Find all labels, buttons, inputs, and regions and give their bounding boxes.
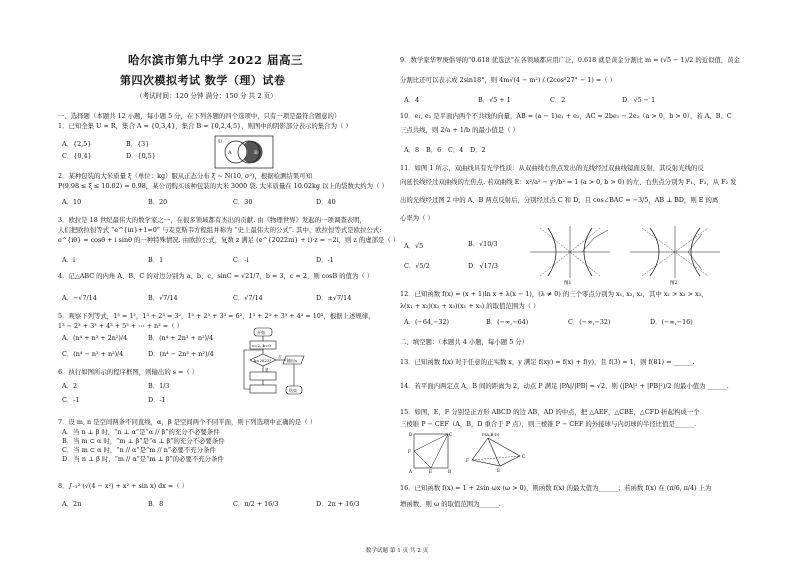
flow-start: 开始: [257, 330, 266, 335]
pyr-label-p: P(A,B,D): [482, 432, 500, 437]
q10-option-c: C．4: [448, 146, 464, 154]
q6-option-b: B．1/3: [148, 382, 170, 390]
q7-option-d: D．当 n ⊥ β 时，“m // α”是“m ⊥ β”的必要不充分条件: [62, 455, 224, 463]
q12-line2: λ(x₁ + x₂)(x₂ + x₃)(x₁ + x₃) 的取值范围为（ ）: [400, 302, 540, 310]
q13-stem: 13．已知函数 f(x) 对于任意的正实数 x，y 满足 f(xy) = f(x) + f(y)，且 f(3) = 1，则 f(81) = ______.: [400, 358, 695, 366]
fig1-label: 图1: [564, 281, 572, 286]
q3-line3: e^{iθ} = cosθ + i sinθ 的一种特殊情况. 由欧拉公式，复数 z 满足 (e^{2022πi} + i)·z = −2i，则 z 的虚部是（ ）: [58, 236, 400, 244]
sq-label-d: D: [409, 432, 413, 437]
hyperbola-figure-1: [530, 226, 610, 286]
q1-option-b: B．{3}: [126, 140, 150, 148]
venn-u-label: U: [218, 139, 223, 145]
q7-option-b: B．当 m ⊂ α 时，“m ⊥ β”是“α ⊥ β”的充分不必要条件: [62, 437, 225, 445]
q3-option-d: D．-1: [316, 256, 334, 264]
q3-line2: 人们把欧拉恒等式 “e^{iπ}+1=0” 与麦克斯韦方程组并称为 “史上最伟大的公式”. 其中，欧拉恒等式是欧拉公式:: [58, 226, 382, 234]
pyr-label-f: F: [466, 458, 469, 463]
q9-line2: 分割比还可以表示成 2sin18°，则 4m√(4 − m²) / (2cos²27° − 1) =（ ）: [400, 76, 617, 84]
q11-option-d: D．√17/3: [468, 262, 498, 270]
folding-figure: [408, 430, 568, 474]
exam-title-subject: 第四次模拟考试 数学（理）试卷: [120, 74, 286, 87]
pyr-label-c: C: [522, 454, 526, 459]
square-figure: [408, 432, 452, 474]
q12-line1: 12．已知函数 f(x) = (x + 1)ln x + λ(x − 1)，(λ ≠ 0) 的三个零点分别为 x₁, x₂, x₃，其中 x₁ > x₂ > x₃，: [400, 290, 708, 298]
q9-option-d: D．√5 − 1: [622, 96, 656, 104]
q11-line3: 出的光线经过图 2 中的 A、B 两点反射后，分别经过点 C 和 D，且 cos∠BAC = −3/5，AB ⊥ BD，则 E 的离: [400, 196, 719, 204]
pyramid-figure: [466, 432, 525, 473]
q12-option-c: C．(−∞,−32): [568, 318, 611, 326]
q15-line2: 三棱锥 P − CEF（A，B，D 重合于 P 点），则三棱锥 P − CEF 的外接球与内切球的半径比值是______.: [400, 420, 697, 428]
q1-option-a: A．{2,5}: [62, 140, 92, 148]
q16-line1: 16．已知函数 f(x) = 1 + 2sin ωx (ω > 0)，则函数 f(x) 的最大值为______；若函数 f(x) 在 (π/6, π/4) 上为: [400, 484, 712, 492]
sq-label-a: A: [409, 469, 413, 474]
program-flowchart: [240, 326, 310, 398]
hyperbola-figures: [530, 226, 730, 284]
q4-option-b: B．√7/14: [148, 294, 178, 302]
q2-option-d: D．40: [316, 198, 336, 206]
venn-b-label: B: [254, 150, 258, 156]
q6-option-a: A．2: [62, 382, 78, 390]
fig2-label: 图2: [670, 281, 678, 286]
q10-option-d: D．2: [470, 146, 486, 154]
q1-stem: 1．已知全集 U = R，集合 A = {0,3,4}，集合 B = {0,2,4,5}，则图中的阴影部分表示的集合为（ ）: [58, 122, 352, 130]
q4-stem: 4．记△ABC 的内角 A、B、C 的对边分别为 a、b、c，sinC = √21/7，b = 3，c = 2，则 cosB 的值为（ ）: [58, 272, 374, 280]
q3-option-b: B．1: [148, 256, 164, 264]
section-fill-heading: 二、填空题：（本题共 4 小题，每小题 5 分）: [400, 338, 529, 346]
pyr-label-e: E: [497, 468, 501, 473]
q10-option-a: A．8: [404, 146, 420, 154]
q6-option-c: C．-1: [62, 396, 80, 404]
q15-line1: 15．如图，E，F 分别是正方形 ABCD 的边 AB，AD 的中点，把 △AEF，△CBE，△CFD 折起构成一个: [400, 408, 700, 416]
q16-line2: 增函数，则 ω 的取值范围为______.: [400, 500, 501, 508]
flow-end: 结束: [289, 388, 297, 393]
q7-stem: 7．设 m, n 是空间两条不同直线，α，β 是空间两个不同平面，则下列选项中正确的是（ ）: [58, 418, 317, 426]
sq-label-e: E: [429, 469, 433, 474]
q3-option-a: A．i: [62, 256, 76, 264]
q14-stem: 14．若平面内两定点 A，B 间的距离为 2，动点 P 满足 |PA|/|PB| = √2，则 (|PA|² + |PB|²)/2 的最小值为 ______.: [400, 382, 729, 390]
q5-option-b: B．(n⁴ + 2n³ + n²)/4: [148, 334, 214, 342]
q5-line1: 5．观察下列等式，1³ = 1²，1³ + 2³ = 3²，1³ + 2³ + 3³ = 6²，1³ + 2³ + 3³ + 4³ = 10²，根据上述规律，: [58, 312, 375, 320]
exam-title-school: 哈尔滨市第九中学 2022 届高三: [128, 53, 304, 67]
q4-option-a: A．−√7/14: [62, 294, 97, 302]
q3-line1: 3．欧拉是 18 世纪最伟大的数学家之一，在很多领域都有杰出的贡献. 由《物理世界》发起的一项调查表明，: [58, 216, 366, 224]
q10-option-b: B．6: [426, 146, 442, 154]
q2-option-c: C．30: [233, 198, 253, 206]
q11-option-b: B．√10/3: [468, 240, 498, 248]
q7-option-c: C．当 m ⊂ α 时，“n // α”是“m // n”必要不充分条件: [62, 446, 216, 454]
q9-option-c: C．2: [550, 96, 566, 104]
q2-line2: P(9.98 ≤ ξ ≤ 10.02) = 0.98，某公司购买该种包装的大米 3000 袋. 大米质量在 10.02kg 以上的袋数大约为（ ）: [58, 182, 388, 190]
flow-yes: 是: [265, 368, 269, 372]
q10-line1: 10．e₁, e₂ 是平面内两个不共线的向量，AB = (a − 1)e₁ + e₂，AC = 2be₁ − 2e₂（a > 0，b > 0），若 A、B、C: [400, 112, 732, 120]
flow-output: 输出s: [287, 358, 298, 363]
q3-option-c: C．-i: [233, 256, 249, 264]
flow-init: s=2, k=0: [252, 343, 271, 348]
flow-no: 否: [278, 355, 282, 359]
q12-option-d: D．(−∞,−16): [650, 318, 693, 326]
q4-option-c: C．√7/14: [233, 294, 263, 302]
q6-option-d: D．-1: [148, 396, 166, 404]
venn-a-label: A: [228, 150, 232, 156]
q11-option-a: A．√5: [404, 242, 424, 250]
q10-line2: 三点共线，则 2/a + 1/b 的最小值是（ ）: [400, 126, 519, 134]
q1-option-d: D．{0,5}: [126, 152, 156, 160]
q7-option-a: A．当 n ⊥ β 时，“n ⊥ α”是“α // β”的充分不必要条件: [62, 428, 220, 436]
q11-line2: 向延长线经过双曲线的左焦点. 若双曲线 E：x²/a² − y²/b² = 1 (a > 0, b > 0) 的左、右焦点分别为 F₁、F₂，从 F₂ 发: [400, 178, 737, 186]
sq-label-b: B: [448, 469, 452, 474]
q9-line1: 9．数学家华罗庚倡导的“0.618 优选法”在各领域都应用广泛，0.618 就是黄金分割比 m = (√5 − 1)/2 的近似值，黄金: [400, 56, 741, 64]
q2-option-b: B．20: [148, 198, 168, 206]
flow-cond: k<2022?: [254, 358, 272, 363]
q9-option-b: B．√5 + 1: [478, 96, 511, 104]
q11-option-c: C．√5/2: [404, 262, 430, 270]
q9-option-a: A．4: [404, 96, 420, 104]
exam-info: （考试时间：120 分钟 满分：150 分 共 2 页）: [136, 92, 277, 100]
q8-option-d: D．2π + 16/3: [316, 500, 360, 508]
sq-label-c: C: [449, 432, 453, 437]
q8-option-c: C．π/2 + 16/3: [233, 500, 279, 508]
venn-diagram: [214, 135, 274, 169]
q5-option-c: C．(n⁴ − n³ + n²)/4: [62, 350, 124, 358]
q5-option-a: A．(n⁴ + n³ + 2n²)/4: [62, 334, 128, 342]
q5-line2: 1³ − 2³ + 3³ + 4³ + 5³ + ⋯ + n³ =（ ）: [58, 322, 183, 330]
q2-option-a: A．10: [62, 198, 82, 206]
q2-line1: 2．某种包装的大米质量 ξ（单位：kg）服从正态分布 ξ ~ N(10, σ²)，根据检测结果可知: [58, 172, 312, 180]
q4-option-d: D．±√7/14: [316, 294, 352, 302]
q1-option-c: C．{0,4}: [62, 152, 92, 160]
q12-option-b: B．(−∞,−64): [486, 318, 529, 326]
hyperbola-figure-2: [630, 226, 720, 286]
q11-line4: 心率为（ ）: [400, 214, 434, 222]
q12-option-a: A．(−64,−32): [404, 318, 449, 326]
q11-line1: 11．如图 1 所示，双曲线具有光学性质：从双曲线右焦点发出的光线经过双曲线镜面反射，其反射光线的反: [400, 164, 704, 172]
q6-stem: 6．执行如图所示的程序框图，则输出的 s =（ ）: [58, 368, 199, 376]
page-footer: 数学试题 第 1 页 共 2 页: [365, 548, 429, 554]
section-choice-heading: 一、选择题（本题共 12 小题，每小题 5 分，在下列各题的四个选项中，只有一项是最符合题意的）: [58, 112, 341, 120]
q8-option-a: A．2π: [62, 500, 82, 508]
sq-label-f: F: [408, 449, 411, 454]
q8-stem: 8．∫₋₂² (√(4 − x²) + x² + sin x) dx =（ ）: [58, 482, 189, 490]
q8-option-b: B．8: [148, 500, 164, 508]
q5-option-d: D．(n⁴ − 2n³ + n²)/4: [148, 350, 214, 358]
